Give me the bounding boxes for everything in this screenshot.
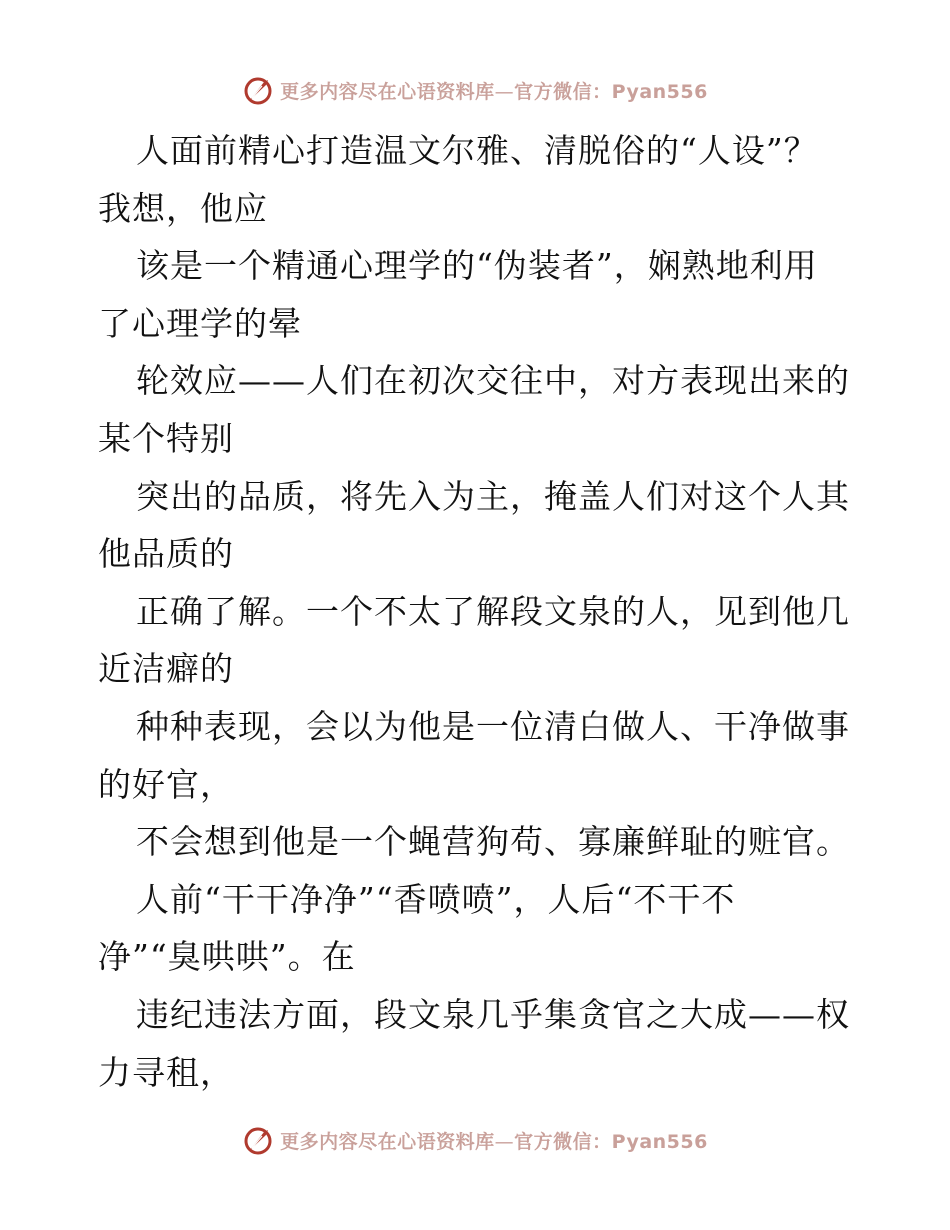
footer-banner-text (280, 1127, 708, 1154)
header-banner (0, 70, 950, 110)
text-line: 人面前精心打造温文尔雅、清脱俗的“人设”？ (136, 131, 818, 170)
footer-banner (0, 1120, 950, 1160)
header-dash: — (494, 80, 515, 103)
document-body (98, 122, 858, 1101)
feather-seal-logo-icon (242, 1124, 274, 1156)
footer-dash: — (494, 1130, 515, 1153)
text-line: 正确了解。一个不太了解段文泉的人，见到他几 (136, 591, 850, 631)
feather-seal-logo-icon (242, 74, 274, 106)
text-line: 该是一个精通心理学的“伪装者”，娴熟地利用 (136, 246, 818, 286)
text-line: 种种表现，会以为他是一位清白做人、干净做事 (136, 706, 850, 746)
text-line: 的好官， (98, 764, 234, 804)
text-line: 了心理学的晕 (98, 303, 302, 343)
text-line: 力寻租， (98, 1052, 234, 1092)
footer-contact-text: 官方微信：Pyan556 (514, 1130, 708, 1153)
text-line: 他品质的 (98, 534, 234, 574)
header-contact-text: 官方微信：Pyan556 (514, 80, 708, 103)
footer-site-text: 更多内容尽在心语资料库 (280, 1130, 495, 1153)
text-line: 突出的品质，将先入为主，掩盖人们对这个人其 (136, 476, 850, 516)
text-line: 违纪违法方面，段文泉几乎集贪官之大成——权 (136, 994, 850, 1034)
text-line: 不会想到他是一个蝇营狗苟、寡廉鲜耻的赃官。 (136, 822, 850, 862)
header-site-text: 更多内容尽在心语资料库 (280, 80, 495, 103)
text-line: 人前“干干净净”“香喷喷”，人后“不干不 (136, 879, 736, 919)
text-line: 某个特别 (98, 418, 234, 458)
text-line: 近洁癖的 (98, 649, 234, 689)
text-line: 我想，他应 (98, 188, 268, 228)
header-banner-text (280, 77, 708, 104)
text-line: 净”“臭哄哄”。在 (98, 937, 356, 977)
text-line: 轮效应——人们在初次交往中，对方表现出来的 (136, 361, 850, 401)
